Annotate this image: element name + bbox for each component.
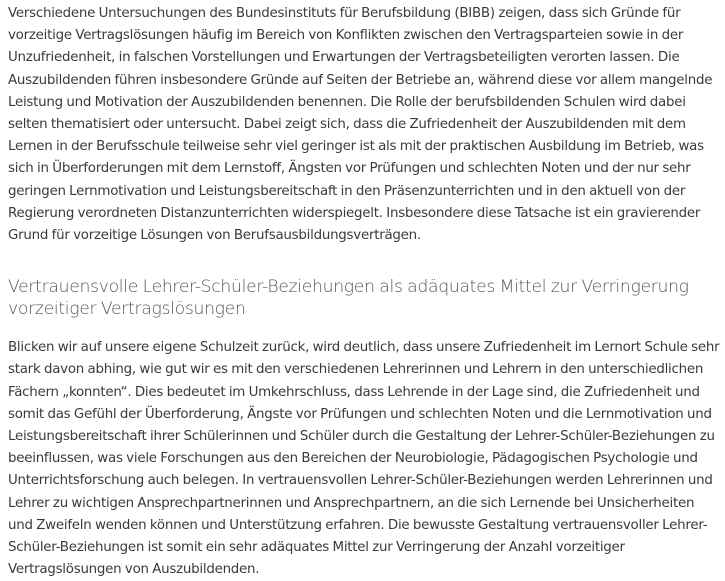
article-paragraph: Verschiedene Untersuchungen des Bundesinstituts für Berufsbildung (BIBB) zeigen, dass sich Gründe für vorzeitige Vertragslösungen häufig im Bereich von Konflikten zwischen den Vertragsparteien sowie in der Unzufriedenheit, in falschen Vorstellungen und Erwartungen der Vertragsbeteiligten verorten lassen. Die Auszubildenden führen insbesondere Gründe auf Seiten der Betriebe an, während diese vor allem mangelnde Leistung und Motivation der Auszubildenden benennen. Die Rolle der berufsbildenden Schulen wird dabei selten thematisiert oder untersucht. Dabei zeigt sich, dass die Zufriedenheit der Auszubildenden mit dem Lernen in der Berufsschule teilweise sehr viel geringer ist als mit der praktischen Ausbildung im Betrieb, was sich in Überforderungen mit dem Lernstoff, Ängsten vor Prüfungen und schlechten Noten und der nur sehr geringen Lernmotivation und Leistungsbereitschaft in den Präsenzunterrichten und in den aktuell von der Regierung verordneten Distanzunterrichten widerspiegelt. Insbesondere diese Tatsache ist ein gravierender Grund für vorzeitige Lösungen von Berufsausbildungsverträgen. xyxy=(8,6,713,244)
article-content xyxy=(8,0,720,581)
article-paragraph: Blicken wir auf unsere eigene Schulzeit zurück, wird deutlich, dass unsere Zufriedenheit im Lernort Schule sehr stark davon abhing, wie gut wir es mit den verschiedenen Lehrerinnen und Lehrern in den unterschiedlichen Fächern „konnten“. Dies bedeutet im Umkehrschluss, dass Lehrende in der Lage sind, die Zufriedenheit und somit das Gefühl der Überforderung, Ängste vor Prüfungen und schlechten Noten und die Lernmotivation und Leistungsbereitschaft ihrer Schülerinnen und Schüler durch die Gestaltung der Lehrer-Schüler-Beziehungen zu beeinflussen, was viele Forschungen aus den Bereichen der Neurobiologie, Pädagogischen Psychologie und Unterrichtsforschung auch belegen. In vertrauensvollen Lehrer-Schüler-Beziehungen werden Lehrerinnen und Lehrer zu wichtigen Ansprechpartnerinnen und Ansprechpartnern, an die sich Lernende bei Unsicherheiten und Zweifeln wenden können und Unterstützung erfahren. Die bewusste Gestaltung vertrauensvoller Lehrer-Schüler-Beziehungen ist somit ein sehr adäquates Mittel zur Verringerung der Anzahl vorzeitiger Vertragslösungen von Auszubildenden. xyxy=(8,340,720,578)
section-heading: Vertrauensvolle Lehrer-Schüler-Beziehungen als adäquates Mittel zur Verringerung vorzeitiger Vertragslösungen xyxy=(8,277,689,320)
